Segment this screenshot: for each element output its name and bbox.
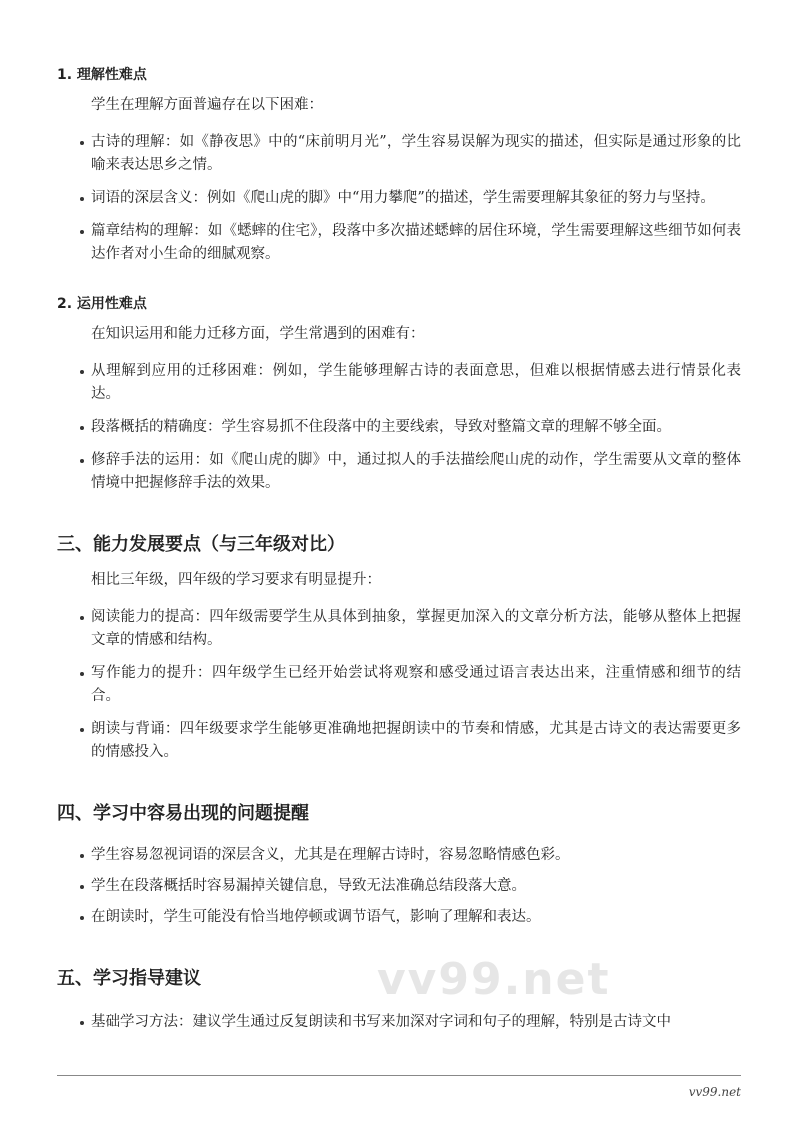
bullet-list	[91, 606, 741, 764]
list-item: 修辞手法的运用：如《爬山虎的脚》中，通过拟人的手法描绘爬山虎的动作，学生需要从文章的整体情境中把握修辞手法的效果。	[91, 449, 741, 495]
section-heading-row	[57, 954, 741, 1005]
list-item: 阅读能力的提高：四年级需要学生从具体到抽象，掌握更加深入的文章分析方法，能够从整体上把握文章的情感和结构。	[91, 606, 741, 652]
list-item: 篇章结构的理解：如《蟋蟀的住宅》，段落中多次描述蟋蟀的居住环境，学生需要理解这些细节如何表达作者对小生命的细腻观察。	[91, 220, 741, 266]
list-item: 朗读与背诵：四年级要求学生能够更准确地把握朗读中的节奏和情感，尤其是古诗文的表达需要更多的情感投入。	[91, 718, 741, 764]
bullet-list	[91, 131, 741, 266]
section-application	[57, 294, 741, 495]
list-item: 词语的深层含义：例如《爬山虎的脚》中“用力攀爬”的描述，学生需要理解其象征的努力与坚持。	[91, 187, 741, 210]
footer-site: vv99.net	[688, 1085, 741, 1099]
section-understanding	[57, 65, 741, 266]
list-item: 学生在段落概括时容易漏掉关键信息，导致无法准确总结段落大意。	[91, 875, 741, 898]
footer-divider	[57, 1075, 741, 1076]
section-heading: 1. 理解性难点	[57, 67, 147, 83]
list-item: 段落概括的精确度：学生容易抓不住段落中的主要线索，导致对整篇文章的理解不够全面。	[91, 416, 741, 439]
list-item: 基础学习方法：建议学生通过反复朗读和书写来加深对字词和句子的理解，特别是古诗文中	[91, 1011, 741, 1034]
section-ability	[57, 533, 741, 764]
bullet-list	[91, 1011, 741, 1034]
section-guidance	[57, 954, 741, 1034]
section-problems	[57, 802, 741, 929]
bullet-list	[91, 844, 741, 929]
list-item: 从理解到应用的迁移困难：例如，学生能够理解古诗的表面意思，但难以根据情感去进行情景化表达。	[91, 360, 741, 406]
section-intro: 在知识运用和能力迁移方面，学生常遇到的困难有：	[91, 326, 425, 342]
section-intro: 学生在理解方面普遍存在以下困难：	[91, 97, 323, 113]
bullet-list	[91, 360, 741, 495]
document-body	[57, 65, 741, 1034]
section-heading: 2. 运用性难点	[57, 296, 147, 312]
section-intro: 相比三年级，四年级的学习要求有明显提升：	[91, 572, 381, 588]
list-item: 学生容易忽视词语的深层含义，尤其是在理解古诗时，容易忽略情感色彩。	[91, 844, 741, 867]
list-item: 写作能力的提升：四年级学生已经开始尝试将观察和感受通过语言表达出来，注重情感和细节的结合。	[91, 662, 741, 708]
section-heading: 五、学习指导建议	[57, 968, 201, 989]
section-heading: 三、能力发展要点（与三年级对比）	[57, 534, 345, 555]
watermark: vv99.net	[377, 954, 611, 1005]
list-item: 在朗读时，学生可能没有恰当地停顿或调节语气，影响了理解和表达。	[91, 906, 741, 929]
list-item: 古诗的理解：如《静夜思》中的“床前明月光”，学生容易误解为现实的描述，但实际是通过形象的比喻来表达思乡之情。	[91, 131, 741, 177]
section-heading: 四、学习中容易出现的问题提醒	[57, 803, 309, 824]
